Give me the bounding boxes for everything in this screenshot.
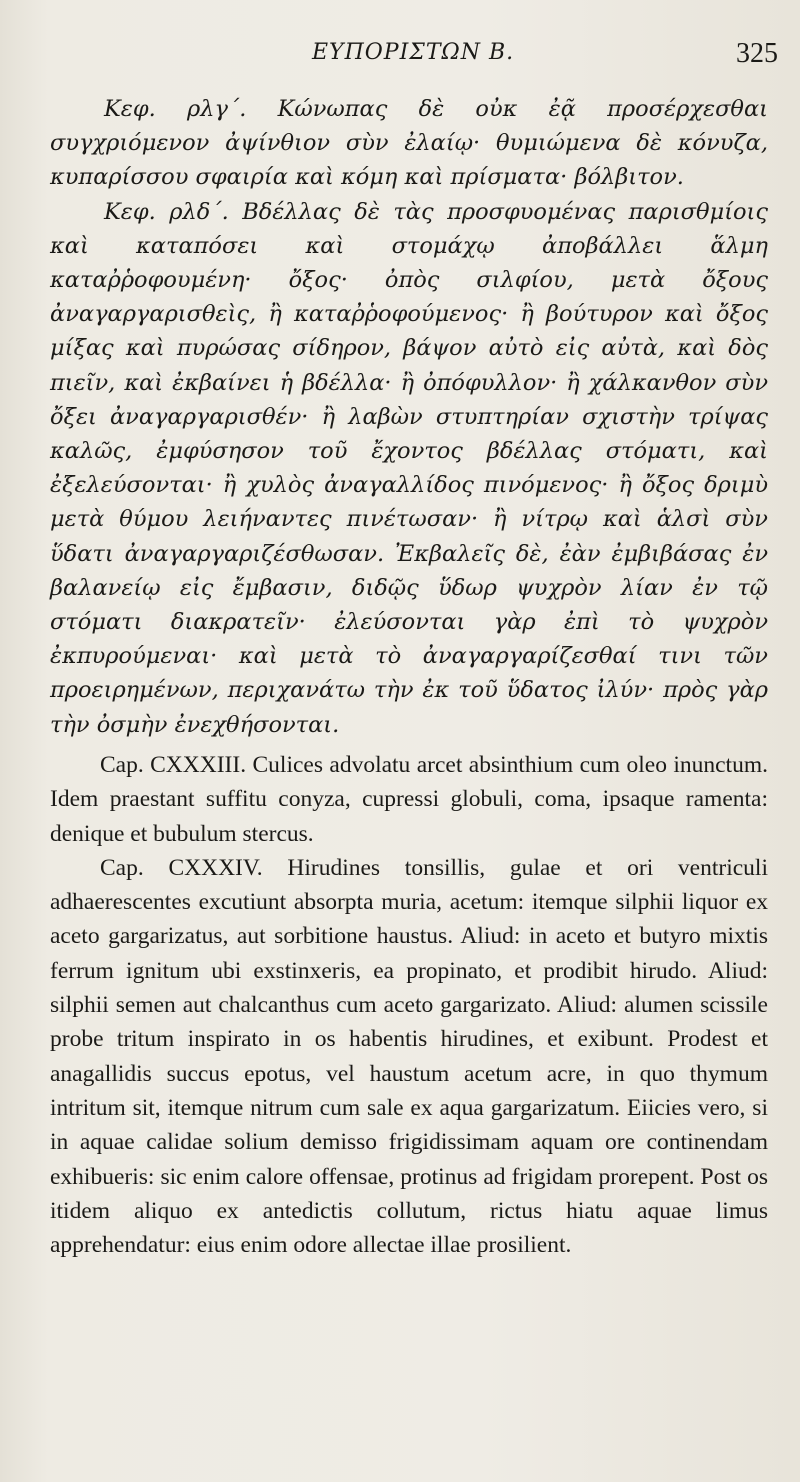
running-title: ΕΥΠΟΡΙΣΤΩΝ Β. (312, 40, 515, 65)
page-number: 325 (736, 38, 778, 69)
latin-chapter-134: Cap. CXXXIV. Hirudines tonsillis, gulae et ori ventriculi adhaerescentes excutiunt absorpta muria, acetum: itemque silphii liquor ex aceto gargarizatus, aut sorbitione haustus. Aliud: in aceto et butyro mixtis ferrum ignitum ubi exstinxeris, ea propinato, et prodibit hirudo. Aliud: silphii semen aut chalcanthus cum aceto gargarizato. Aliud: alumen scissile probe tritum inspirato in os habentis hirudines, et exibunt. Prodest et anagallidis succus epotus, vel haustum acetum acre, in quo thymum intritum sit, itemque nitrum cum sale ex aqua gargarizatum. Eiicies vero, si in aquae calidae solium demisso frigidissimam aquam ore continendam exhibueris: sic enim calore offensae, protinus ad frigidam prorepent. Post os itidem aliquo ex antedictis collutum, rictus hiatu aquae limus apprehendatur: eius enim odore allectae illae prosilient. (50, 854, 768, 1259)
latin-chapter-133: Cap. CXXXIII. Culices advolatu arcet absinthium cum oleo inunctum. Idem praestant suffitu conyza, cupressi globuli, coma, ipsaque ramenta: denique et bubulum stercus. (50, 752, 768, 847)
greek-text-block (50, 92, 768, 742)
greek-chapter-133: Κεφ. ρλγ΄. Κώνωπας δὲ οὐκ ἐᾷ προσέρχεσθαι συγχριόμενον ἀψίνθιον σὺν ἐλαίῳ· θυμιώμενα δὲ κόνυζα, κυπαρίσσου σφαιρία καὶ κόμη καὶ πρίσματα· βόλβιτον. (50, 96, 768, 191)
greek-chapter-134: Κεφ. ρλδ΄. Βδέλλας δὲ τὰς προσφυομένας παρισθμίοις καὶ καταπόσει καὶ στομάχῳ ἀποβάλλει ἅλμη καταῤῥοφουμένη· ὄξος· ὀπὸς σιλφίου, μετὰ ὄξους ἀναγαργαρισθεὶς, ἢ καταῤῥοφούμενος· ἢ βούτυρον καὶ ὄξος μίξας καὶ πυρώσας σίδηρον, βάψον αὐτὸ εἰς αὐτὰ, καὶ δὸς πιεῖν, καὶ ἐκβαίνει ἡ βδέλλα· ἢ ὀπόφυλλον· ἢ χάλκανθον σὺν ὄξει ἀναγαργαρισθέν· ἢ λαβὼν στυπτηρίαν σχιστὴν τρίψας καλῶς, ἐμφύσησον τοῦ ἔχοντος βδέλλας στόματι, καὶ ἐξελεύσονται· ἢ χυλὸς ἀναγαλλίδος πινόμενος· ἢ ὄξος δριμὺ μετὰ θύμου λειήναντες πινέτωσαν· ἢ νίτρῳ καὶ ἁλσὶ σὺν ὕδατι ἀναγαργαριζέσθωσαν. Ἐκβαλεῖς δὲ, ἐὰν ἐμβιβάσας ἐν βαλανείῳ εἰς ἔμβασιν, διδῷς ὕδωρ ψυχρὸν λίαν ἐν τῷ στόματι διακρατεῖν· ἐλεύσονται γὰρ ἐπὶ τὸ ψυχρὸν ἐκπυρούμεναι· καὶ μετὰ τὸ ἀναγαργαρίζεσθαί τινι τῶν προειρημένων, περιχανάτω τὴν ἐκ τοῦ ὕδατος ἰλύν· πρὸς γὰρ τὴν ὀσμὴν ἐνεχθήσονται. (50, 198, 768, 738)
page-header (0, 38, 800, 78)
latin-translation-block (50, 748, 768, 1262)
